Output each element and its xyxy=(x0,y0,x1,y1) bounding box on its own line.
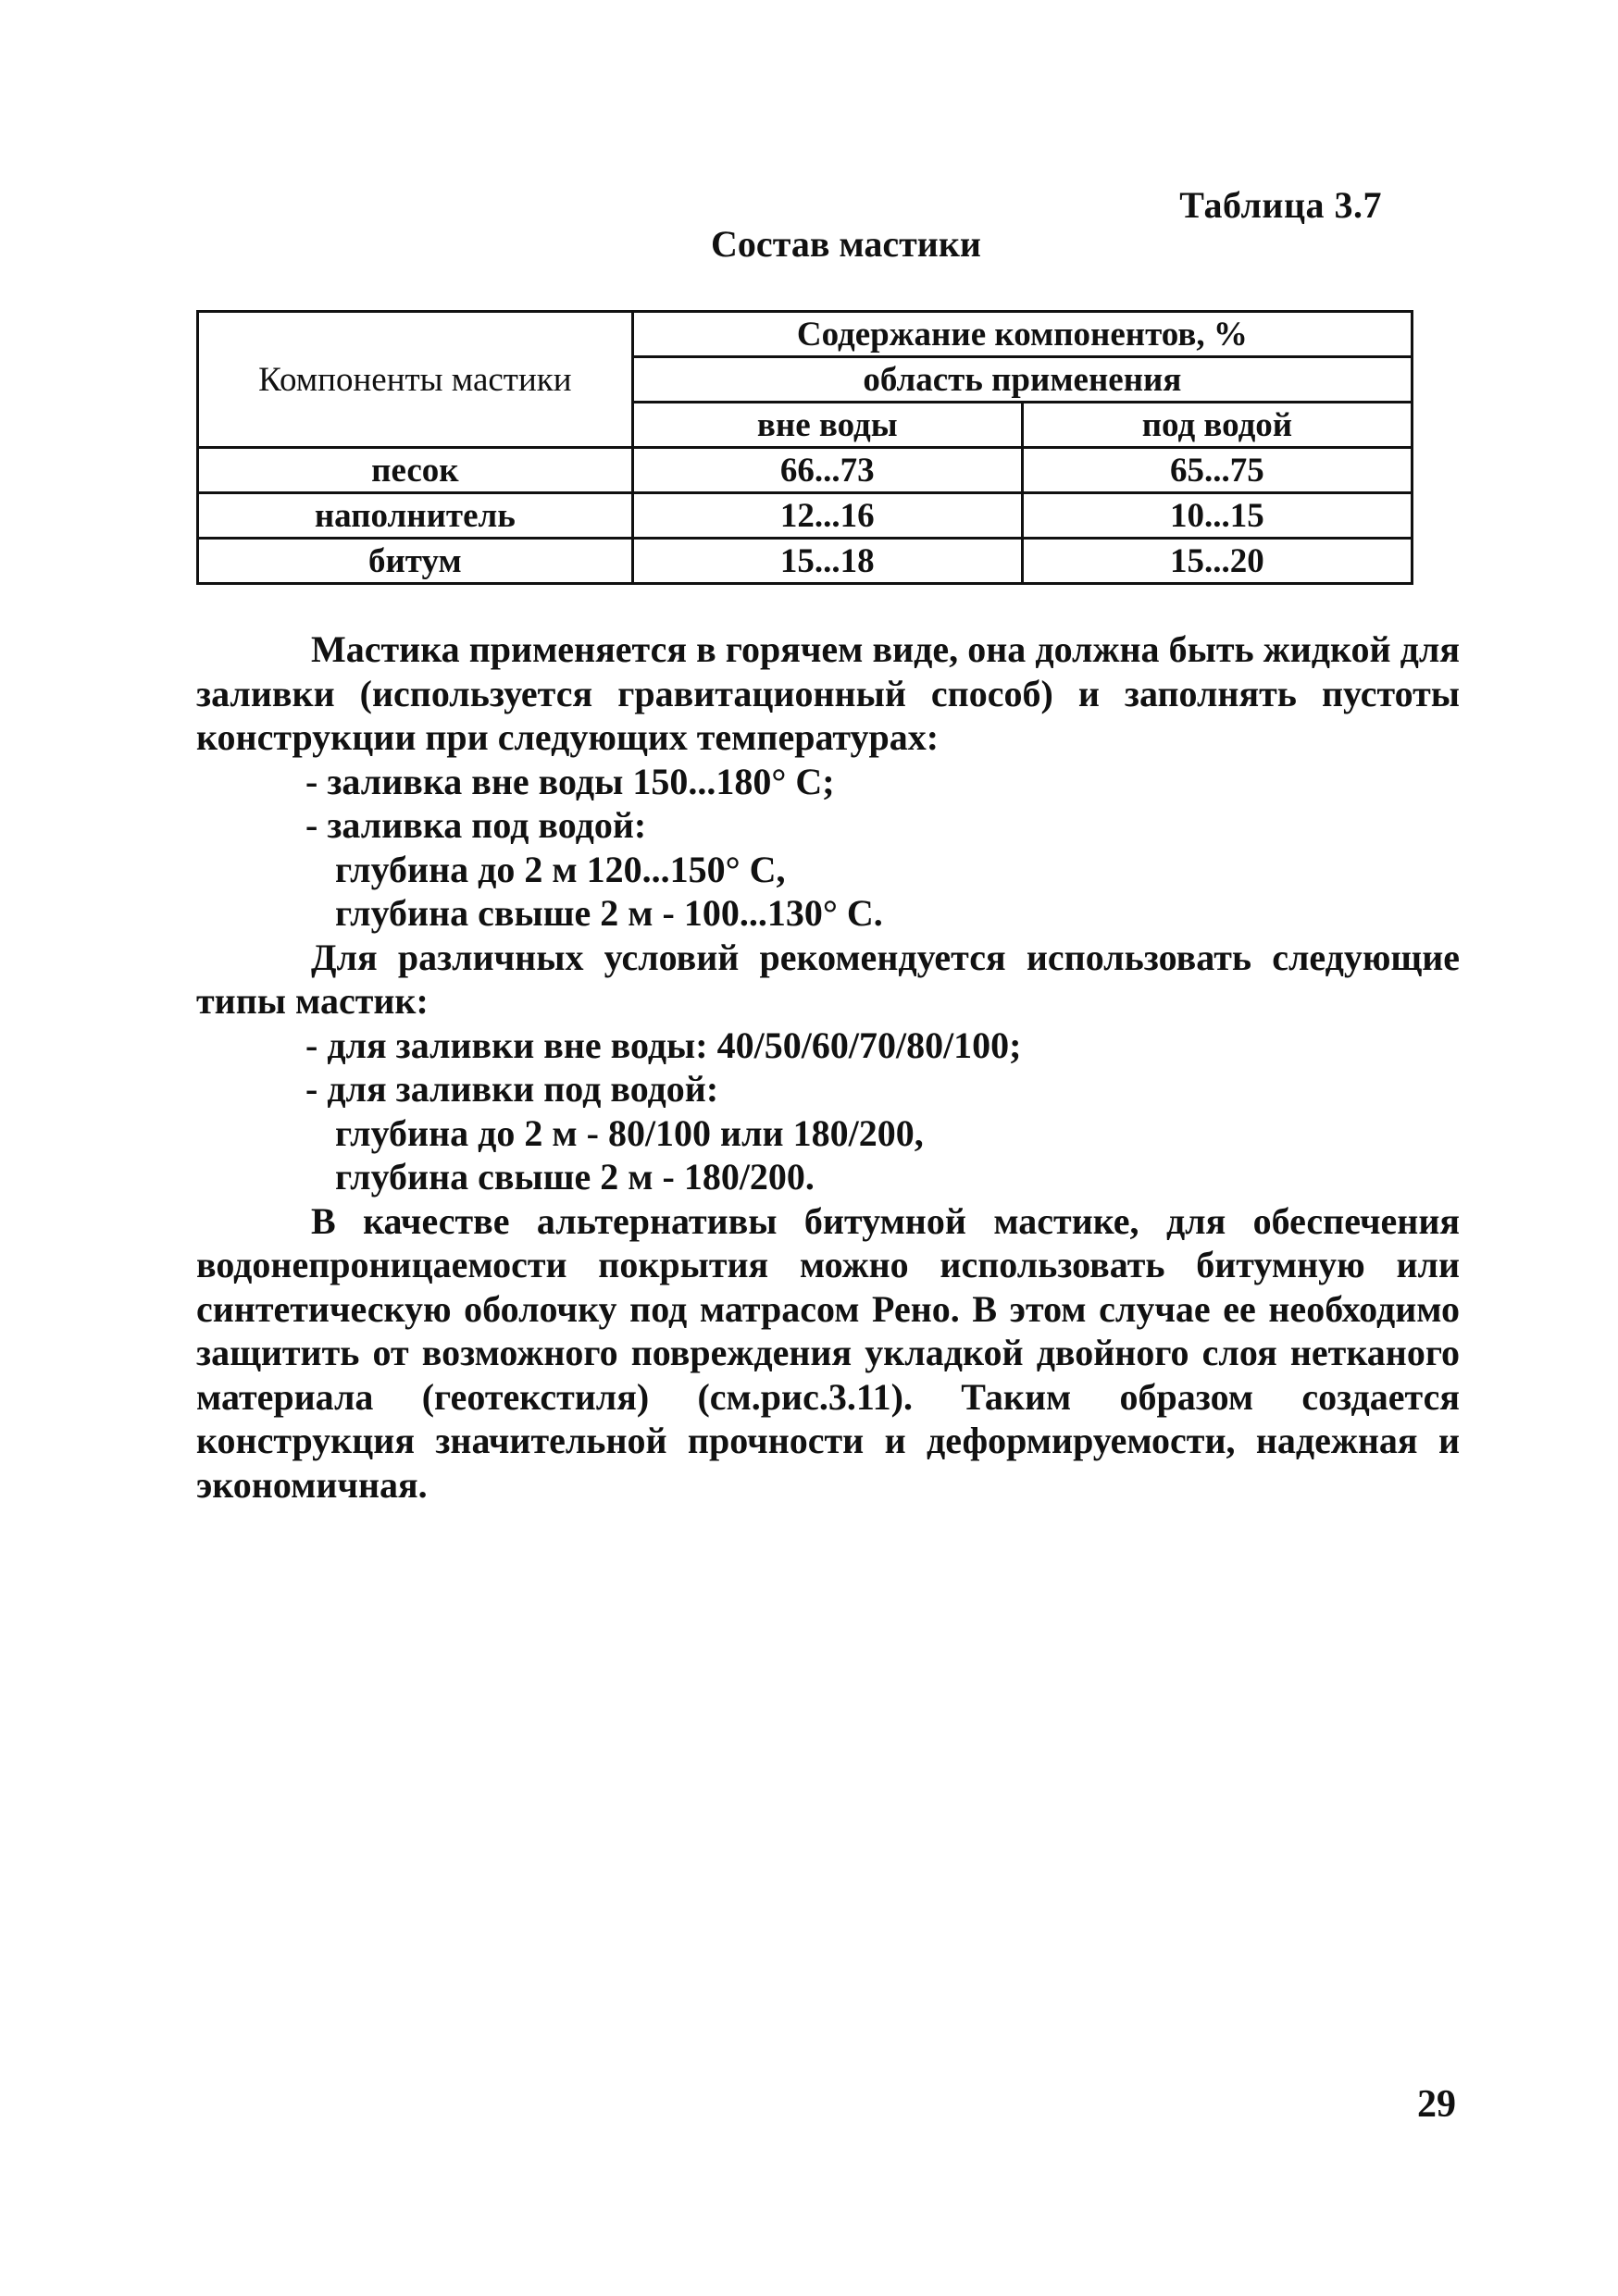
table-cell: 10...15 xyxy=(1022,493,1412,539)
page-number: 29 xyxy=(1417,2083,1456,2126)
list-item: - для заливки вне воды: 40/50/60/70/80/100; xyxy=(305,1024,1022,1066)
table-cell: 15...18 xyxy=(632,539,1022,584)
row-header: Компоненты мастики xyxy=(198,312,633,448)
group-header: Содержание компонентов, % xyxy=(632,312,1412,357)
paragraph: В качестве альтернативы битумной мастике, для обеспечения водонепроницаемости покрытия можно использовать битумную или синтетическую оболочку под матрасом Рено. В этом случае ее необходимо защитить от возможного повреждения укладкой двойного слоя нетканого материала (геотекстиля) (см.рис.3.11). Таким образом создается конструкция значительной прочности и деформируемости, надежная и экономичная. xyxy=(196,1199,1460,1506)
component-name: наполнитель xyxy=(198,493,633,539)
column-header: под водой xyxy=(1022,403,1412,448)
paragraph: Мастика применяется в горячем виде, она должна быть жидкой для заливки (используется гравитационный способ) и заполнять пустоты конструкции при следующих температурах: xyxy=(196,628,1460,758)
table-label: Таблица 3.7 xyxy=(1179,184,1382,226)
component-name: битум xyxy=(198,539,633,584)
table-cell: 15...20 xyxy=(1022,539,1412,584)
table-row xyxy=(198,448,1413,493)
list-item: - заливка под водой: xyxy=(305,804,647,846)
table-row xyxy=(198,493,1413,539)
list-item: глубина свыше 2 м - 180/200. xyxy=(335,1156,815,1198)
table-cell: 66...73 xyxy=(632,448,1022,493)
component-name: песок xyxy=(198,448,633,493)
list-item: глубина до 2 м 120...150° С, xyxy=(335,848,786,890)
table-title: Состав мастики xyxy=(711,223,981,265)
paragraph: Для различных условий рекомендуется использовать следующие типы мастик: xyxy=(196,936,1460,1022)
list-item: - заливка вне воды 150...180° С; xyxy=(305,760,835,802)
sub-header: область применения xyxy=(632,357,1412,403)
table-cell: 65...75 xyxy=(1022,448,1412,493)
composition-table xyxy=(196,310,1413,585)
table-row xyxy=(198,539,1413,584)
body-text xyxy=(196,627,1460,1507)
list-item: глубина свыше 2 м - 100...130° С. xyxy=(335,892,883,934)
table-cell: 12...16 xyxy=(632,493,1022,539)
column-header: вне воды xyxy=(632,403,1022,448)
list-item: - для заливки под водой: xyxy=(305,1068,719,1110)
list-item: глубина до 2 м - 80/100 или 180/200, xyxy=(335,1111,924,1154)
